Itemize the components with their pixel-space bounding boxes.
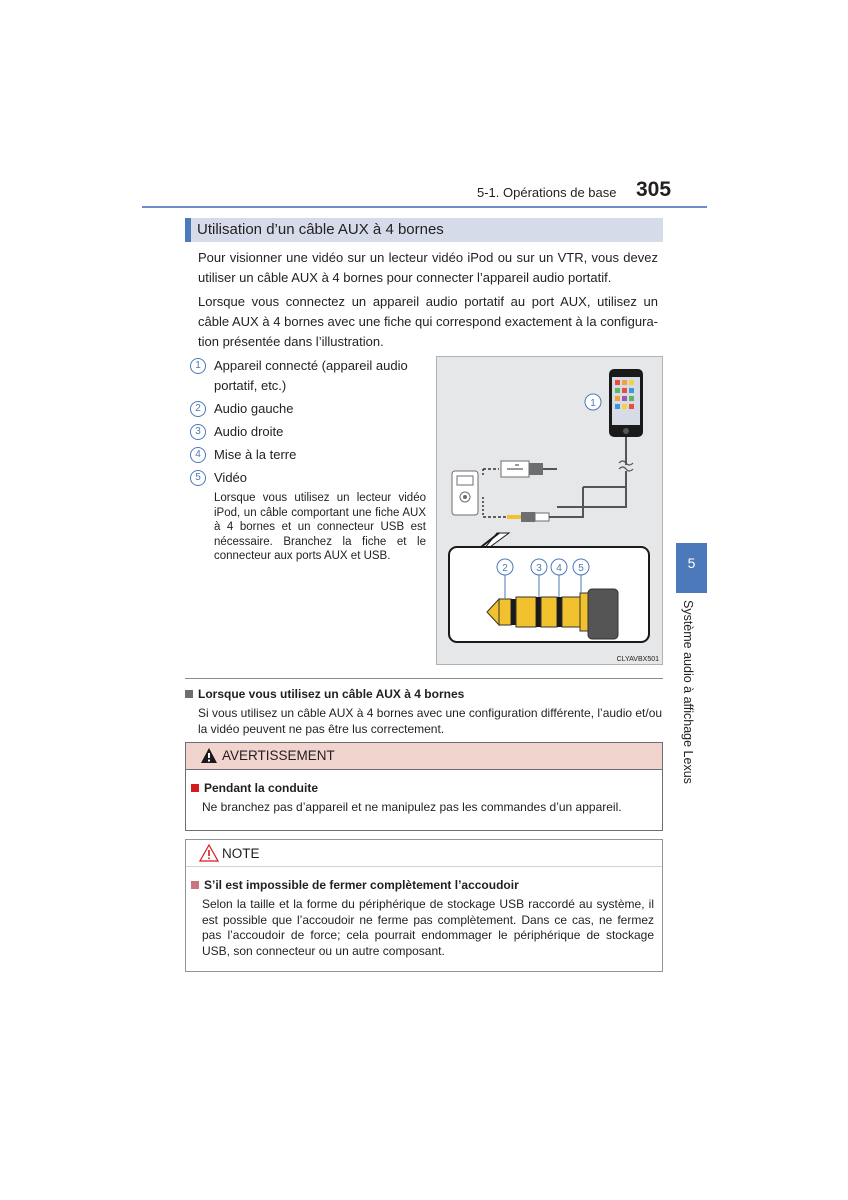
legend-label: Audio droite bbox=[214, 424, 284, 439]
legend-label: Vidéo bbox=[214, 470, 248, 485]
section-title: Utilisation d’un câble AUX à 4 bornes bbox=[185, 218, 663, 242]
callout-2: 2 bbox=[502, 563, 508, 574]
header-rule bbox=[142, 206, 707, 208]
warning-item-heading: Pendant la conduite bbox=[191, 781, 318, 795]
note-title: NOTE bbox=[222, 846, 260, 861]
number-circle: 2 bbox=[190, 401, 206, 417]
note-box bbox=[185, 839, 663, 972]
info-heading: Lorsque vous utilisez un câble AUX à 4 bornes bbox=[185, 687, 464, 701]
usb-plug-icon bbox=[483, 461, 557, 477]
cable-y-icon bbox=[583, 477, 626, 487]
caution-triangle-icon bbox=[199, 844, 219, 862]
figure-code: CLYAVBX501 bbox=[616, 656, 659, 663]
connection-paragraph: Lorsque vous connectez un appareil audio portatif au port AUX, utilisez un câble AUX à 4 bornes avec une fiche qui correspond exactement à la configura-tion présentée dans l’illustration. bbox=[198, 294, 658, 349]
legend-note: Lorsque vous utilisez un lecteur vidéo iPod, un câble comportant une fiche AUX à 4 bornes et un connecteur USB est nécessaire. Branchez la fiche et le connecteur aux ports AUX et USB. bbox=[214, 492, 426, 562]
warning-header bbox=[186, 743, 662, 770]
square-bullet-icon bbox=[185, 690, 193, 698]
warning-item-text: Ne branchez pas d’appareil et ne manipulez pas les commandes d’un appareil. bbox=[202, 800, 622, 814]
number-circle: 4 bbox=[190, 447, 206, 463]
aux-plug-small-icon bbox=[483, 497, 559, 522]
callout-1: 1 bbox=[590, 398, 596, 409]
legend-item bbox=[190, 445, 426, 465]
callout-3: 3 bbox=[536, 563, 542, 574]
note-header bbox=[186, 840, 662, 867]
running-header: 5-1. Opérations de base bbox=[477, 185, 617, 200]
page-number: 305 bbox=[636, 178, 672, 201]
callout-5: 5 bbox=[578, 563, 584, 574]
connection-illustration bbox=[436, 356, 663, 665]
number-circle: 1 bbox=[190, 358, 206, 374]
number-circle: 5 bbox=[190, 470, 206, 486]
legend-item bbox=[190, 399, 426, 419]
callout-4: 4 bbox=[556, 563, 562, 574]
section-divider bbox=[185, 678, 663, 679]
square-bullet-icon bbox=[191, 784, 199, 792]
warning-title: AVERTISSEMENT bbox=[222, 748, 335, 763]
legend-item bbox=[190, 468, 426, 488]
intro-paragraph: Pour visionner une vidéo sur un lecteur vidéo iPod ou sur un VTR, vous devez utiliser un câble AUX à 4 bornes pour connecter l’appareil audio portatif. bbox=[198, 250, 658, 285]
legend-label: Audio gauche bbox=[214, 401, 294, 416]
illustration-svg bbox=[437, 357, 664, 666]
chapter-title: Système audio à affichage Lexus bbox=[681, 600, 695, 784]
port-icon bbox=[452, 471, 478, 515]
plug-detail-bubble bbox=[449, 547, 649, 642]
legend-list bbox=[190, 356, 426, 564]
legend-label: Mise à la terre bbox=[214, 447, 297, 462]
legend-item bbox=[190, 422, 426, 442]
warning-box bbox=[185, 742, 663, 831]
square-bullet-icon bbox=[191, 881, 199, 889]
note-item-heading: S’il est impossible de fermer complètement l’accoudoir bbox=[191, 878, 519, 892]
chapter-tab[interactable]: 5 bbox=[676, 543, 707, 593]
info-text: Si vous utilisez un câble AUX à 4 bornes avec une configuration différente, l’audio et/ou la vidéo peuvent ne pas être lus correctement. bbox=[198, 706, 663, 736]
legend-item bbox=[190, 356, 426, 396]
note-item-text: Selon la taille et la forme du périphérique de stockage USB raccordé au système, il est possible que l’accoudoir ne ferme pas complètement. Dans ce cas, ne fermez pas l’accoudoir de force; cela pourrait endommager le périphérique de stockage USB, son connecteur ou un autre composant. bbox=[202, 897, 654, 958]
phone-icon bbox=[609, 369, 643, 437]
warning-triangle-icon bbox=[200, 747, 218, 764]
number-circle: 3 bbox=[190, 424, 206, 440]
legend-label: Appareil connecté (appareil audio portatif, etc.) bbox=[214, 358, 408, 393]
